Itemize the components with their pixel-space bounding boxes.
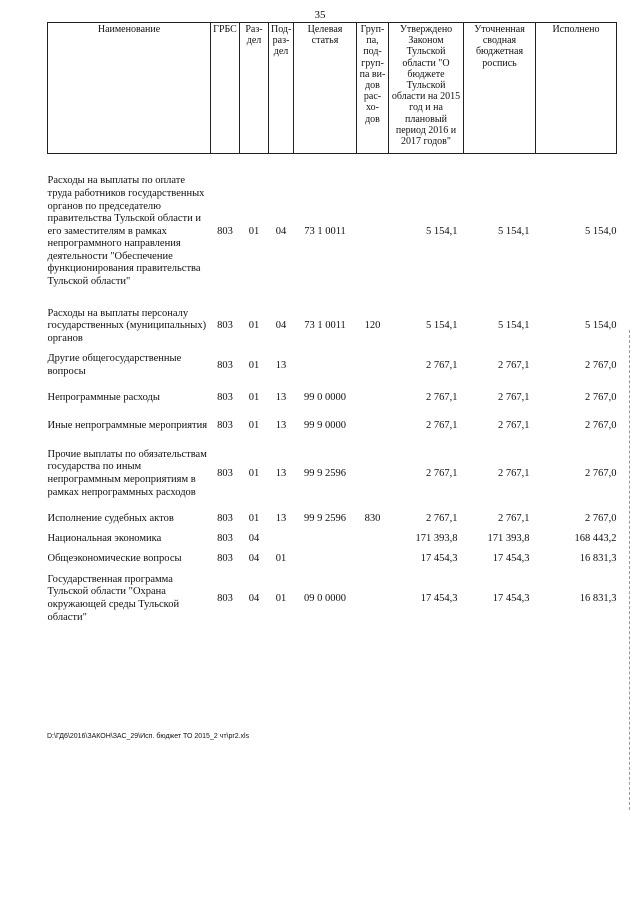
row-name: Общеэкономические вопросы — [47, 552, 182, 564]
table-row — [48, 383, 617, 413]
row-target: 99 0 0000 — [304, 391, 346, 403]
row-podrazdel: 13 — [275, 391, 287, 403]
row-executed: 2 767,0 — [585, 419, 617, 431]
row-executed: 5 154,0 — [585, 225, 617, 237]
header-razdel: Раз- дел — [240, 23, 269, 154]
row-razdel: 01 — [248, 359, 260, 371]
row-target: 99 9 2596 — [304, 467, 346, 479]
row-executed: 2 767,0 — [585, 512, 617, 524]
row-refined: 5 154,1 — [498, 225, 530, 237]
row-refined: 2 767,1 — [498, 359, 530, 371]
row-razdel: 01 — [248, 512, 260, 524]
header-expense-group: Груп- па, под- груп- па ви- дов рас- хо- дов — [357, 23, 389, 154]
row-group — [357, 383, 389, 413]
row-grbs: 803 — [217, 467, 233, 479]
row-target: 73 1 0011 — [304, 225, 346, 237]
row-target — [294, 549, 357, 569]
row-grbs: 803 — [217, 320, 233, 332]
row-executed: 2 767,0 — [585, 391, 617, 403]
row-podrazdel: 13 — [275, 467, 287, 479]
row-group — [357, 569, 389, 629]
header-executed: Исполнено — [536, 23, 617, 154]
row-approved: 171 393,8 — [415, 532, 458, 544]
row-podrazdel: 01 — [275, 592, 287, 604]
row-name: Иные непрограммные мероприятия — [47, 419, 208, 431]
row-refined: 171 393,8 — [487, 532, 530, 544]
row-grbs: 803 — [217, 419, 233, 431]
row-executed: 16 831,3 — [579, 552, 617, 564]
row-podrazdel: 01 — [275, 552, 287, 564]
row-grbs: 803 — [217, 512, 233, 524]
row-group — [357, 349, 389, 383]
row-razdel: 04 — [248, 532, 260, 544]
header-grbs: ГРБС — [211, 23, 240, 154]
row-approved: 5 154,1 — [426, 225, 458, 237]
row-group — [357, 160, 389, 304]
row-razdel: 01 — [248, 419, 260, 431]
row-podrazdel — [269, 529, 294, 549]
row-razdel: 01 — [248, 320, 260, 332]
row-executed: 16 831,3 — [579, 592, 617, 604]
row-name: Другие общегосударственные вопросы — [47, 353, 182, 377]
row-podrazdel: 13 — [275, 419, 287, 431]
row-target: 73 1 0011 — [304, 320, 346, 332]
table-row — [48, 413, 617, 439]
row-refined: 17 454,3 — [492, 592, 530, 604]
row-refined: 2 767,1 — [498, 419, 530, 431]
row-grbs: 803 — [217, 552, 233, 564]
row-name: Национальная экономика — [47, 532, 162, 544]
row-podrazdel: 13 — [275, 512, 287, 524]
row-razdel: 01 — [248, 467, 260, 479]
row-executed: 168 443,2 — [574, 532, 617, 544]
header-podrazdel: Под- раз- дел — [269, 23, 294, 154]
row-grbs: 803 — [217, 391, 233, 403]
row-refined: 5 154,1 — [498, 320, 530, 332]
row-approved: 2 767,1 — [426, 467, 458, 479]
row-target: 99 9 0000 — [304, 419, 346, 431]
row-refined: 2 767,1 — [498, 467, 530, 479]
row-approved: 2 767,1 — [426, 359, 458, 371]
row-razdel: 01 — [248, 225, 260, 237]
budget-execution-table — [47, 22, 617, 629]
row-refined: 2 767,1 — [498, 512, 530, 524]
table-row — [48, 549, 617, 569]
header-approved: Утверждено Законом Тульской области "О бюджете Тульской области на 2015 год и на плановый период 2016 и 2017 годов" — [389, 23, 464, 154]
row-podrazdel: 04 — [275, 320, 287, 332]
header-refined: Уточненная сводная бюджетная роспись — [464, 23, 536, 154]
row-refined: 2 767,1 — [498, 391, 530, 403]
row-name: Прочие выплаты по обязательствам государства по иным непрограммным мероприятиям в рамках непрограммных расходов — [47, 448, 207, 498]
row-executed: 2 767,0 — [585, 467, 617, 479]
row-podrazdel: 13 — [275, 359, 287, 371]
page-number: 35 — [314, 9, 326, 21]
row-target — [294, 349, 357, 383]
row-target: 09 0 0000 — [304, 592, 346, 604]
header-target-article: Целевая статья — [294, 23, 357, 154]
row-group — [357, 439, 389, 509]
row-grbs: 803 — [217, 359, 233, 371]
row-executed: 5 154,0 — [585, 320, 617, 332]
row-approved: 17 454,3 — [420, 552, 458, 564]
row-approved: 5 154,1 — [426, 320, 458, 332]
row-approved: 17 454,3 — [420, 592, 458, 604]
footer-file-path: D:\ГД6\2016\ЗАКОН\ЗАС_29\Исп. бюджет ТО 2015_2 чт\pr2.xls — [47, 733, 250, 740]
row-group — [357, 413, 389, 439]
row-group — [357, 529, 389, 549]
row-group: 120 — [364, 320, 381, 332]
table-header-row — [48, 23, 617, 154]
table-row — [48, 509, 617, 529]
row-executed: 2 767,0 — [585, 359, 617, 371]
row-refined: 17 454,3 — [492, 552, 530, 564]
row-razdel: 04 — [248, 592, 260, 604]
row-approved: 2 767,1 — [426, 512, 458, 524]
table-row — [48, 529, 617, 549]
row-razdel: 01 — [248, 391, 260, 403]
row-approved: 2 767,1 — [426, 391, 458, 403]
row-group — [357, 549, 389, 569]
row-name: Расходы на выплаты по оплате труда работников государственных органов по председателю правительства Тульской области и его заместителям в рамках непрограммного направления деятельности "Обеспечение функционирования правительства Тульской области" — [47, 175, 205, 288]
row-razdel: 04 — [248, 552, 260, 564]
row-name: Расходы на выплаты персоналу государственных (муниципальных) органов — [47, 307, 207, 344]
row-target: 99 9 2596 — [304, 512, 346, 524]
row-name: Государственная программа Тульской области "Охрана окружающей среды Тульской области" — [47, 573, 180, 623]
table-row — [48, 349, 617, 383]
row-podrazdel: 04 — [275, 225, 287, 237]
row-grbs: 803 — [217, 592, 233, 604]
row-grbs: 803 — [217, 532, 233, 544]
table-row — [48, 569, 617, 629]
row-name: Исполнение судебных актов — [47, 512, 174, 524]
row-approved: 2 767,1 — [426, 419, 458, 431]
header-name: Наименование — [48, 23, 211, 154]
row-name: Непрограммные расходы — [47, 391, 160, 403]
table-row — [48, 160, 617, 304]
table-row — [48, 439, 617, 509]
row-group: 830 — [364, 512, 381, 524]
row-target — [294, 529, 357, 549]
scan-edge-divider — [627, 330, 630, 810]
row-grbs: 803 — [217, 225, 233, 237]
table-row — [48, 304, 617, 349]
